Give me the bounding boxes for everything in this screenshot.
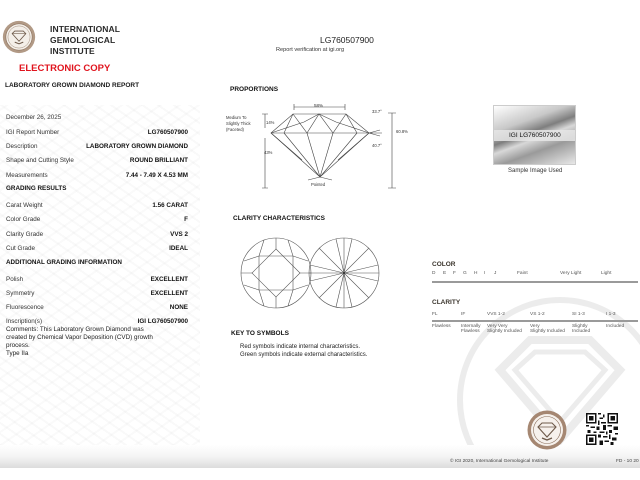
svg-text:Medium To: Medium To xyxy=(226,115,247,120)
clarity-characteristics-title: CLARITY CHARACTERISTICS xyxy=(233,215,325,222)
clarity-desc-vs: Very Slightly Included xyxy=(530,324,565,334)
clarity-plot-diagram xyxy=(240,235,380,311)
grade-row-carat: Carat Weight 1.56 CARAT xyxy=(6,202,188,209)
svg-text:58%: 58% xyxy=(314,103,324,108)
report-type-title: LABORATORY GROWN DIAMOND REPORT xyxy=(5,82,140,89)
proportions-diagram xyxy=(222,100,422,190)
footer-copyright: © IGI 2020, International Gemological Institute xyxy=(450,459,549,464)
clarity-grade-if: IF xyxy=(461,312,466,317)
color-grade-f: F xyxy=(453,271,456,276)
detail-row-shape: Shape and Cutting Style ROUND BRILLIANT xyxy=(6,157,188,164)
sample-image-caption: Sample Image Used xyxy=(508,168,563,174)
clarity-grade-vs: VS 1-2 xyxy=(530,312,545,317)
igi-seal-icon xyxy=(527,410,567,450)
svg-text:14%: 14% xyxy=(266,120,275,125)
comments-text: Comments: This Laboratory Grown Diamond was created by Chemical Vapor Deposition (CVD) growth process. Type IIa xyxy=(6,326,153,357)
grade-row-clarity: Clarity Grade VVS 2 xyxy=(6,231,188,238)
color-grade-d: D xyxy=(432,271,436,276)
qr-code-icon[interactable] xyxy=(586,413,618,445)
detail-row-description: Description LABORATORY GROWN DIAMOND xyxy=(6,143,188,150)
clarity-desc-vvs: Very Very Slightly Included xyxy=(487,324,522,334)
additional-info-title: ADDITIONAL GRADING INFORMATION xyxy=(6,259,122,266)
detail-row-report-number: IGI Report Number LG760507900 xyxy=(6,129,188,136)
color-grade-h: H xyxy=(474,271,478,276)
detail-row-measurements: Measurements 7.44 - 7.49 X 4.53 MM xyxy=(6,172,188,179)
sample-inscription-image: IGI LG760507900 xyxy=(493,105,576,165)
svg-text:Pointed: Pointed xyxy=(311,182,326,187)
color-scale-divider xyxy=(432,281,638,283)
svg-text:33.7°: 33.7° xyxy=(372,109,382,114)
clarity-grade-fl: FL xyxy=(432,312,438,317)
svg-text:Slightly Thick: Slightly Thick xyxy=(226,121,251,126)
color-grade-light: Light xyxy=(601,271,612,276)
clarity-desc-i: Included xyxy=(606,324,625,329)
svg-text:(Faceted): (Faceted) xyxy=(226,127,244,132)
footer-form-code: FD - 10 20 xyxy=(616,459,639,464)
info-row-symmetry: Symmetry EXCELLENT xyxy=(6,290,188,297)
key-line-green: Green symbols indicate external characteristics. xyxy=(240,352,368,358)
svg-text:43%: 43% xyxy=(264,150,273,155)
color-grade-g: G xyxy=(463,271,467,276)
svg-text:60.8%: 60.8% xyxy=(396,129,408,134)
clarity-grade-si: SI 1-3 xyxy=(572,312,585,317)
info-row-fluorescence: Fluorescence NONE xyxy=(6,304,188,311)
clarity-desc-if: Internally Flawless xyxy=(461,324,481,334)
grade-row-cut: Cut Grade IDEAL xyxy=(6,245,188,252)
verification-text: Report verification at igi.org xyxy=(276,47,345,53)
clarity-scale-divider xyxy=(432,320,638,322)
color-scale-title: COLOR xyxy=(432,261,456,268)
clarity-grade-i: I 1-3 xyxy=(606,312,616,317)
clarity-grade-vvs: VVS 1-2 xyxy=(487,312,505,317)
igi-logo-icon xyxy=(2,20,36,54)
org-name: INTERNATIONAL GEMOLOGICAL INSTITUTE xyxy=(50,24,121,56)
report-date: December 26, 2025 xyxy=(6,114,62,121)
key-to-symbols-title: KEY TO SYMBOLS xyxy=(231,330,289,337)
color-grade-j: J xyxy=(494,271,497,276)
clarity-desc-si: Slightly Included xyxy=(572,324,591,334)
clarity-scale-title: CLARITY xyxy=(432,299,461,306)
color-grade-i: I xyxy=(484,271,486,276)
color-grade-very-light: Very Light xyxy=(560,271,582,276)
info-row-polish: Polish EXCELLENT xyxy=(6,276,188,283)
key-line-red: Red symbols indicate internal characteristics. xyxy=(240,344,361,350)
color-grade-faint: Faint xyxy=(517,271,528,276)
info-row-inscription: Inscription(s) IGI LG760507900 xyxy=(6,318,188,325)
clarity-desc-fl: Flawless xyxy=(432,324,451,329)
grading-results-title: GRADING RESULTS xyxy=(6,185,67,192)
grade-row-color: Color Grade F xyxy=(6,216,188,223)
electronic-copy-label: ELECTRONIC COPY xyxy=(19,63,111,74)
proportions-title: PROPORTIONS xyxy=(230,86,279,93)
report-number-heading: LG760507900 xyxy=(320,35,374,45)
svg-text:40.7°: 40.7° xyxy=(372,143,382,148)
color-grade-e: E xyxy=(443,271,447,276)
